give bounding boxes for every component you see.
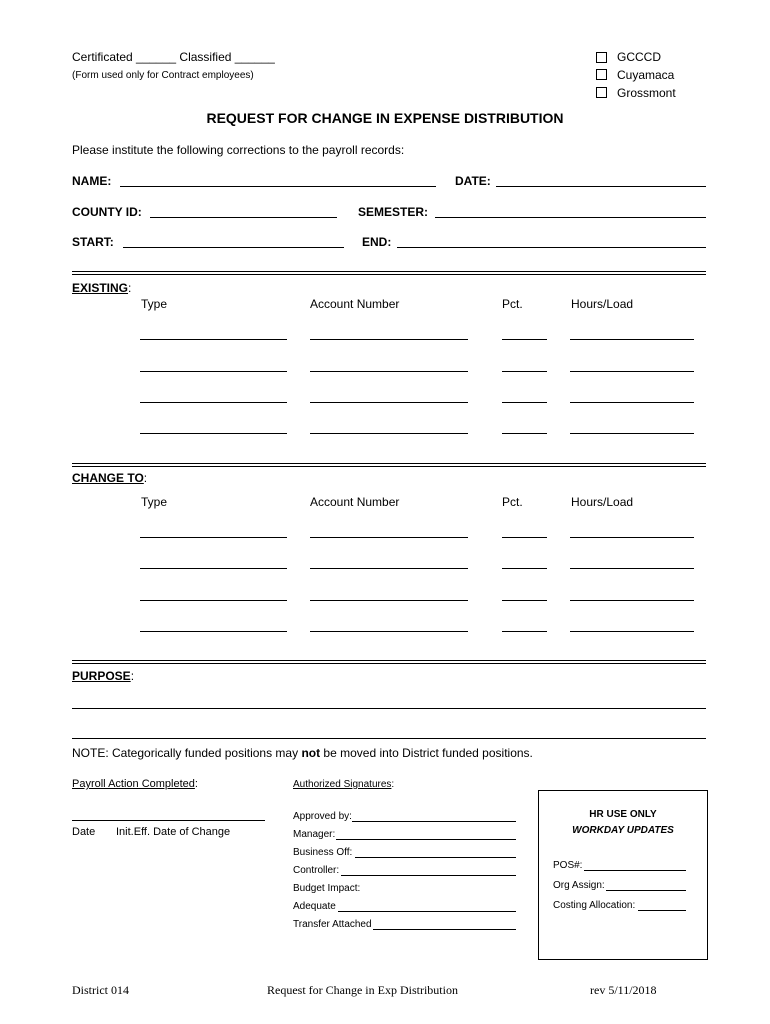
signatures-label: Authorized Signatures xyxy=(293,779,392,790)
purpose-divider xyxy=(72,660,706,664)
purpose-colon: : xyxy=(130,669,135,683)
sig-adequate-field[interactable] xyxy=(338,911,516,912)
payroll-colon: : xyxy=(194,778,198,790)
college-label-grossmont: Grossmont xyxy=(617,86,676,100)
change-to-label: CHANGE TO xyxy=(72,471,144,485)
payroll-label: Payroll Action Completed xyxy=(72,778,195,790)
footer-form-name: Request for Change in Exp Distribution xyxy=(267,983,458,997)
change-hours-field[interactable] xyxy=(570,568,694,569)
change-account-field[interactable] xyxy=(310,600,468,601)
hr-pos-field[interactable] xyxy=(584,870,686,871)
existing-pct-field[interactable] xyxy=(502,339,547,340)
semester-label: SEMESTER: xyxy=(358,205,429,219)
contract-note: (Form used only for Contract employees) xyxy=(72,70,254,81)
existing-divider xyxy=(72,271,706,275)
college-label-gcccd: GCCCD xyxy=(617,50,661,64)
existing-account-field[interactable] xyxy=(310,339,468,340)
sig-manager-field[interactable] xyxy=(336,839,516,840)
purpose-heading xyxy=(72,669,134,683)
existing-pct-field[interactable] xyxy=(502,433,547,434)
existing-type-field[interactable] xyxy=(140,433,287,434)
signatures-heading xyxy=(293,779,394,790)
sig-approved-label: Approved by: xyxy=(293,811,352,822)
name-label: NAME: xyxy=(72,174,112,188)
end-label: END: xyxy=(362,235,392,249)
payroll-date-label: Date xyxy=(72,826,96,838)
payroll-heading xyxy=(72,778,198,790)
sig-approved-field[interactable] xyxy=(352,821,516,822)
start-label: START: xyxy=(72,235,114,249)
change-type-field[interactable] xyxy=(140,568,287,569)
employee-type-line: Certificated ______ Classified ______ xyxy=(72,50,275,64)
sig-business-field[interactable] xyxy=(355,857,516,858)
existing-col-type: Type xyxy=(141,297,168,311)
signatures-colon: : xyxy=(391,779,395,790)
change-pct-field[interactable] xyxy=(502,600,547,601)
hr-pos-label: POS#: xyxy=(553,860,583,871)
note-emphasis: not xyxy=(301,746,321,760)
purpose-field[interactable] xyxy=(72,708,706,709)
payroll-init-label: Init.Eff. Date of Change xyxy=(116,826,231,838)
existing-type-field[interactable] xyxy=(140,339,287,340)
existing-hours-field[interactable] xyxy=(570,339,694,340)
existing-hours-field[interactable] xyxy=(570,402,694,403)
end-field[interactable] xyxy=(397,247,706,248)
change-hours-field[interactable] xyxy=(570,631,694,632)
change-pct-field[interactable] xyxy=(502,537,547,538)
hr-box-title: HR USE ONLY xyxy=(589,809,657,820)
hr-costing-field[interactable] xyxy=(638,910,686,911)
existing-account-field[interactable] xyxy=(310,402,468,403)
change-to-heading xyxy=(72,471,147,485)
checkbox-cuyamaca[interactable] xyxy=(596,69,607,80)
change-col-pct: Pct. xyxy=(502,495,523,509)
hr-org-label: Org Assign: xyxy=(553,880,605,891)
existing-hours-field[interactable] xyxy=(570,433,694,434)
change-account-field[interactable] xyxy=(310,568,468,569)
hr-box-subtitle: WORKDAY UPDATES xyxy=(572,825,674,836)
change-account-field[interactable] xyxy=(310,631,468,632)
name-field[interactable] xyxy=(120,186,436,187)
existing-type-field[interactable] xyxy=(140,371,287,372)
change-to-divider xyxy=(72,463,706,467)
sig-transfer-field[interactable] xyxy=(373,929,516,930)
change-col-account: Account Number xyxy=(310,495,400,509)
purpose-field[interactable] xyxy=(72,738,706,739)
sig-business-label: Business Off: xyxy=(293,847,353,858)
sig-adequate-label: Adequate xyxy=(293,901,336,912)
sig-controller-label: Controller: xyxy=(293,865,340,876)
change-hours-field[interactable] xyxy=(570,600,694,601)
semester-field[interactable] xyxy=(435,217,706,218)
footer-district: District 014 xyxy=(72,983,129,997)
checkbox-grossmont[interactable] xyxy=(596,87,607,98)
instruction-text: Please institute the following corrections to the payroll records: xyxy=(72,143,405,157)
change-col-hours: Hours/Load xyxy=(571,495,634,509)
existing-pct-field[interactable] xyxy=(502,371,547,372)
checkbox-gcccd[interactable] xyxy=(596,52,607,63)
change-hours-field[interactable] xyxy=(570,537,694,538)
college-label-cuyamaca: Cuyamaca xyxy=(617,68,675,82)
hr-org-field[interactable] xyxy=(606,890,686,891)
change-to-colon: : xyxy=(143,471,148,485)
note-before: NOTE: Categorically funded positions may xyxy=(72,746,302,760)
change-pct-field[interactable] xyxy=(502,568,547,569)
existing-colon: : xyxy=(128,281,132,295)
sig-manager-label: Manager: xyxy=(293,829,336,840)
payroll-field[interactable] xyxy=(72,820,265,821)
purpose-label: PURPOSE xyxy=(72,669,131,683)
county-id-label: COUNTY ID: xyxy=(72,205,142,219)
existing-col-hours: Hours/Load xyxy=(571,297,634,311)
date-field[interactable] xyxy=(496,186,706,187)
existing-heading xyxy=(72,281,131,295)
change-type-field[interactable] xyxy=(140,631,287,632)
start-field[interactable] xyxy=(123,247,344,248)
note-text xyxy=(72,746,533,760)
existing-label: EXISTING xyxy=(72,281,129,295)
existing-hours-field[interactable] xyxy=(570,371,694,372)
change-col-type: Type xyxy=(141,495,168,509)
existing-account-field[interactable] xyxy=(310,433,468,434)
note-after: be moved into District funded positions. xyxy=(320,746,533,760)
county-id-field[interactable] xyxy=(150,217,337,218)
change-type-field[interactable] xyxy=(140,600,287,601)
date-label: DATE: xyxy=(455,174,491,188)
form-title: REQUEST FOR CHANGE IN EXPENSE DISTRIBUTION xyxy=(206,110,564,126)
change-type-field[interactable] xyxy=(140,537,287,538)
change-account-field[interactable] xyxy=(310,537,468,538)
existing-type-field[interactable] xyxy=(140,402,287,403)
footer-revision: rev 5/11/2018 xyxy=(590,983,657,997)
existing-col-pct: Pct. xyxy=(502,297,523,311)
change-pct-field[interactable] xyxy=(502,631,547,632)
existing-col-account: Account Number xyxy=(310,297,400,311)
existing-account-field[interactable] xyxy=(310,371,468,372)
existing-pct-field[interactable] xyxy=(502,402,547,403)
sig-transfer-label: Transfer Attached xyxy=(293,919,372,930)
sig-controller-field[interactable] xyxy=(341,875,516,876)
sig-budget-label: Budget Impact: xyxy=(293,883,361,894)
hr-costing-label: Costing Allocation: xyxy=(553,900,636,911)
